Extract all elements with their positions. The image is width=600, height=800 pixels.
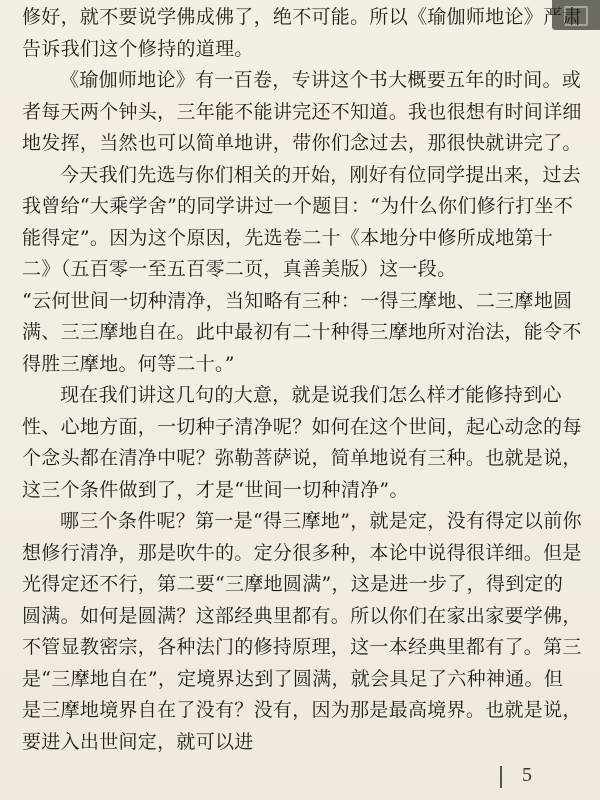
paragraph: 今天我们先选与你们相关的开始，刚好有位同学提出来，过去我曾给“大乘学舍”的同学讲过一个题目：“为什么你们修行打坐不能得定”。因为这个原因，先选卷二十《本地分中修所成地第十二》（五百零一至五百零二页，真善美版）这一段。 — [22, 163, 582, 280]
paragraph: 哪三个条件呢？第一是“得三摩地”，就是定，没有得定以前你想修行清净，那是吹牛的。定分很多种，本论中说得很详细。但是光得定还不行，第二要“三摩地圆满”，这是进一步了，得到定的圆满。如何是圆满？这部经典里都有。所以你们在家出家要学佛，不管显教密宗，各种法门的修持原理，这一本经典里都有了。第三是“三摩地自在”，定境界达到了圆满，就会具足了六种神通。但是三摩地境界自在了没有？没有，因为那是最高境界。也就是说，要进入出世间定，就可以进 — [22, 510, 582, 753]
footer-divider — [500, 766, 502, 788]
paragraph: 修好，就不要说学佛成佛了，绝不可能。所以《瑜伽师地论》严肃告诉我们这个修持的道理。 — [22, 6, 582, 60]
page-number: 5 — [522, 764, 532, 786]
paragraph: 现在我们讲这几句的大意，就是说我们怎么样才能修持到心性、心地方面，一切种子清净呢？如何在这个世间，起心动念的每个念头都在清净中呢？弥勒菩萨说，简单地说有三种。也就是说，这三个条件做到了，才是“世间一切种清净”。 — [22, 384, 582, 501]
body-text — [22, 2, 582, 758]
paragraph: 《瑜伽师地论》有一百卷，专讲这个书大概要五年的时间。或者每天两个钟头，三年能不能讲完还不知道。我也很想有时间详细地发挥，当然也可以简单地讲，带你们念过去，那很快就讲完了。 — [22, 69, 582, 154]
page-footer — [500, 762, 560, 792]
quote-paragraph: “云何世间一切种清净，当知略有三种：一得三摩地、二三摩地圆满、三三摩地自在。此中最初有二十种得三摩地所对治法，能令不得胜三摩地。何等二十。” — [22, 289, 582, 375]
